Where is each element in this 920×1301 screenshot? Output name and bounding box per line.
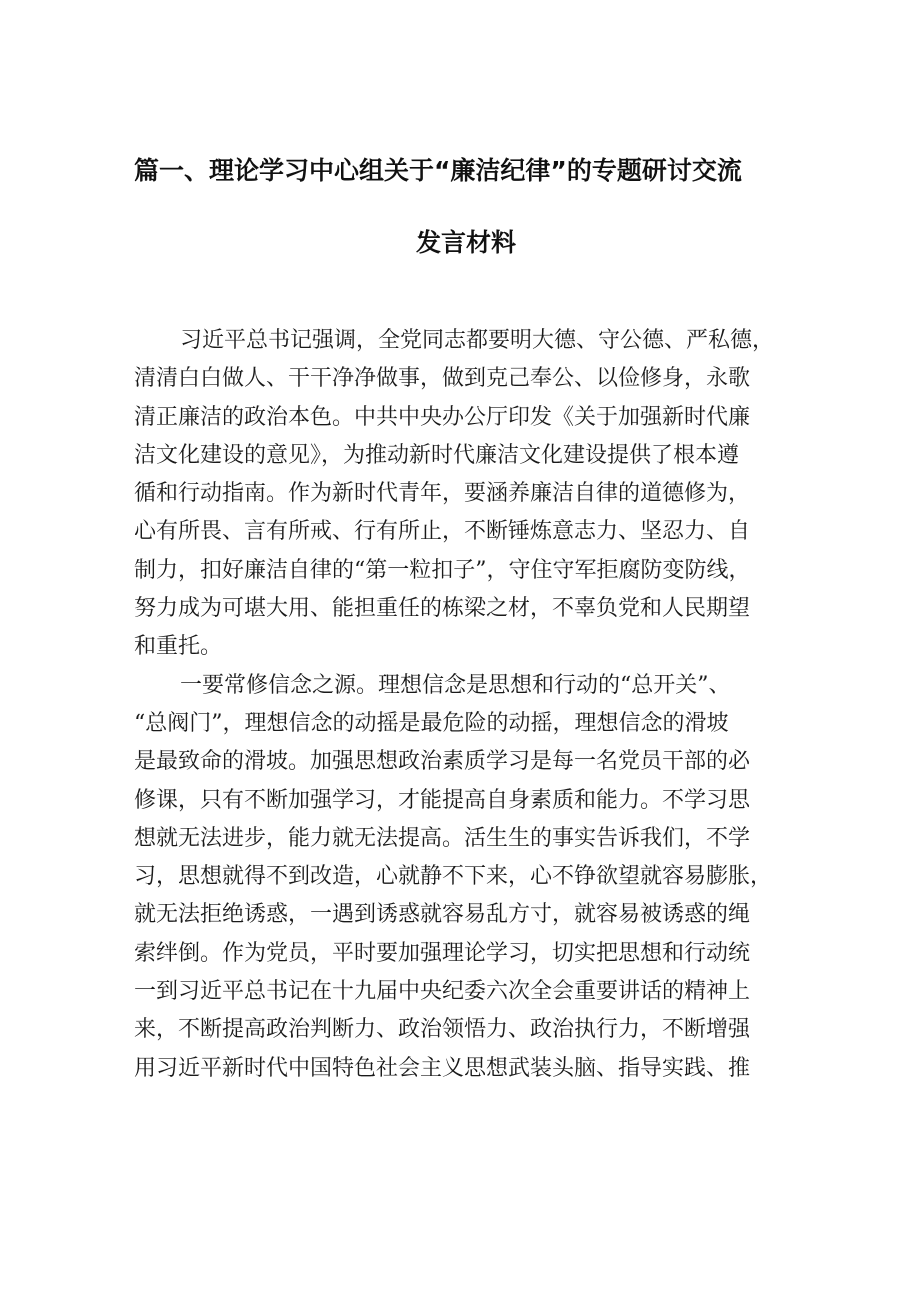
- paragraph-line: 习近平总书记强调，全党同志都要明大德、守公德、严私德，: [180, 328, 775, 353]
- paragraph-line: 和重托。: [134, 634, 223, 660]
- paragraph-line: 清正廉洁的政治本色。中共中央办公厅印发《关于加强新时代廉: [134, 404, 751, 430]
- paragraph-line: 索绊倒。作为党员，平时要加强理论学习，切实把思想和行动统: [134, 940, 751, 966]
- document-body: [134, 322, 794, 1088]
- paragraph-line: 来，不断提高政治判断力、政治领悟力、政治执行力，不断增强: [134, 1017, 751, 1043]
- paragraph-line: 用习近平新时代中国特色社会主义思想武装头脑、指导实践、推: [134, 1055, 751, 1081]
- paragraph-1: [134, 322, 794, 667]
- paragraph-line: 修课，只有不断加强学习，才能提高自身素质和能力。不学习思: [134, 787, 751, 813]
- paragraph-line: 想就无法进步，能力就无法提高。活生生的事实告诉我们，不学: [134, 825, 751, 851]
- paragraph-line: 洁文化建设的意见》，为推动新时代廉洁文化建设提供了根本遵: [134, 442, 740, 468]
- paragraph-2: [134, 667, 794, 1088]
- paragraph-line: 一要常修信念之源。理想信念是思想和行动的“总开关”、: [180, 672, 731, 698]
- paragraph-line: 制力，扣好廉洁自律的“第一粒扣子”，守住守军拒腐防变防线，: [134, 557, 751, 583]
- paragraph-line: 清清白白做人、干干净净做事，做到克己奉公、以俭修身，永歌: [134, 366, 751, 392]
- paragraph-line: 心有所畏、言有所戒、行有所止，不断锤炼意志力、坚忍力、自: [134, 519, 751, 545]
- paragraph-line: 一到习近平总书记在十九届中央纪委六次全会重要讲话的精神上: [134, 979, 751, 1005]
- paragraph-line: 循和行动指南。作为新时代青年，要涵养廉洁自律的道德修为，: [134, 481, 751, 507]
- paragraph-line: 习，思想就得不到改造，心就静不下来，心不铮欲望就容易膨胀，: [134, 864, 773, 890]
- paragraph-line: “总阀门”，理想信念的动摇是最危险的动摇，理想信念的滑坡: [134, 710, 729, 736]
- paragraph-line: 是最致命的滑坡。加强思想政治素质学习是每一名党员干部的必: [134, 749, 751, 775]
- paragraph-line: 努力成为可堪大用、能担重任的栋梁之材，不辜负党和人民期望: [134, 596, 751, 622]
- paragraph-line: 就无法拒绝诱惑，一遇到诱惑就容易乱方寸，就容易被诱惑的绳: [134, 902, 751, 928]
- document-title-line-2: 发言材料: [416, 228, 517, 257]
- document-title-line-1: 篇一、理论学习中心组关于“廉洁纪律”的专题研讨交流: [134, 156, 742, 185]
